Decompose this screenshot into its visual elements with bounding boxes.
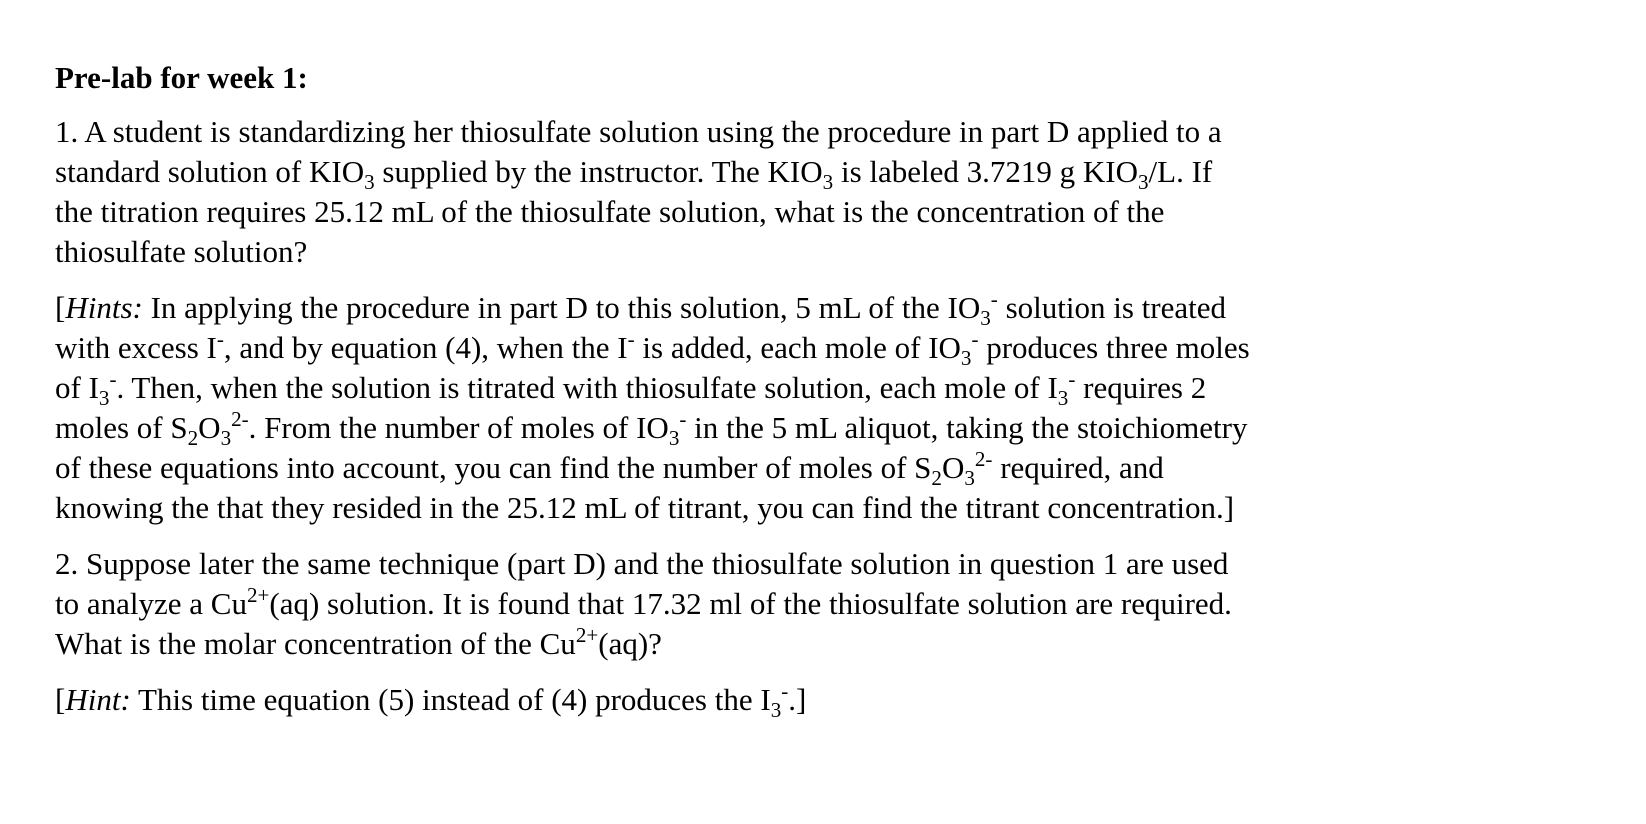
question-1-line-3: the titration requires 25.12 mL of the thiosulfate solution, what is the concentration of the <box>55 194 1165 229</box>
hint-1-line-1: [Hints: In applying the procedure in part D to this solution, 5 mL of the $IO_3^-$ solution is treated <box>55 287 1226 330</box>
question-2-line-1: 2. Suppose later the same technique (part D) and the thiosulfate solution in question 1 are used <box>55 546 1229 581</box>
question-1-line-1: 1. A student is standardizing her thiosulfate solution using the procedure in part D applied to a <box>55 114 1222 149</box>
question-2-line-3: What is the molar concentration of the $Cu^{2+}(aq)$? <box>55 623 662 661</box>
question-1 <box>55 112 1595 272</box>
hint-1-line-2: with excess I-, and by equation (4), when the I- is added, each mole of $IO_3^-$ produces three moles <box>55 327 1250 370</box>
question-1-line-4: thiosulfate solution? <box>55 234 308 269</box>
hint-1-line-4: moles of $S_2O_3^{2-}$. From the number of moles of $IO_3^-$ in the 5 mL aliquot, taking the stoichiometry <box>55 407 1248 450</box>
hint-2-line-1: [Hint: This time equation (5) instead of (4) produces the $I_3^-$.] <box>55 679 807 722</box>
hint-1-line-6: knowing the that they resided in the 25.12 mL of titrant, you can find the titrant concentration.] <box>55 490 1235 525</box>
hint-1-line-5: of these equations into account, you can find the number of moles of $S_2O_3^{2-}$ required, and <box>55 447 1164 490</box>
hint-label: Hint: <box>65 682 131 717</box>
hint-1-line-3: of $I_3^-$. Then, when the solution is titrated with thiosulfate solution, each mole of $I_3^-$ requires 2 <box>55 367 1207 410</box>
hint-2 <box>55 680 1595 720</box>
question-2 <box>55 544 1595 664</box>
question-1-line-2: standard solution of $KIO_3$ supplied by the instructor. The $KIO_3$ is labeled 3.7219 g $KIO_3/L$. If <box>55 154 1213 194</box>
page-title: Pre-lab for week 1: <box>55 60 308 95</box>
hints-label: Hints: <box>65 290 143 325</box>
document-page <box>55 58 1595 736</box>
question-2-line-2: to analyze a $Cu^{2+}(aq)$ solution. It is found that 17.32 ml of the thiosulfate solution are required. <box>55 583 1232 621</box>
hint-1 <box>55 288 1595 528</box>
